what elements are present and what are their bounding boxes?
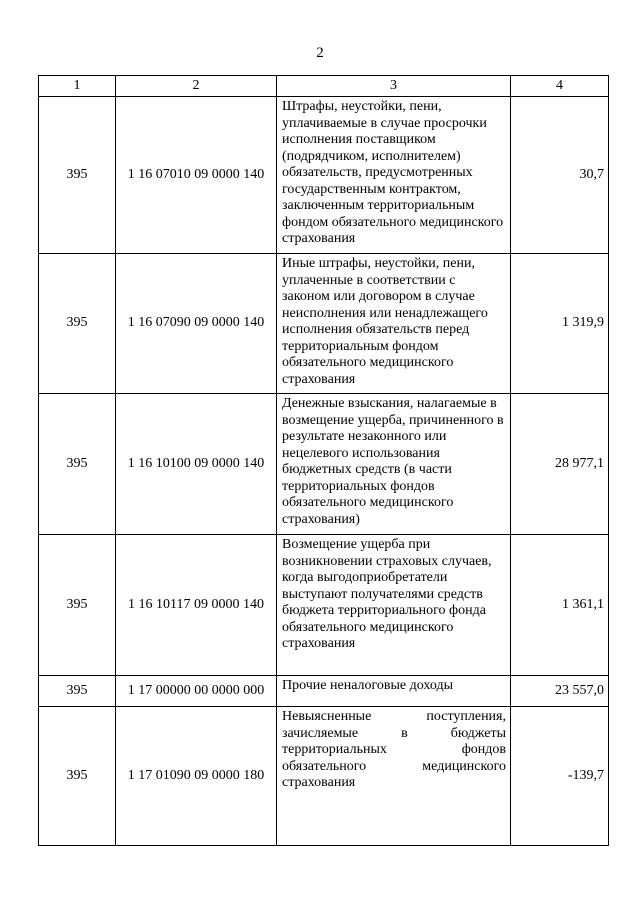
admin-code-cell: 395 [39,254,116,394]
kbk-code-cell: 1 16 10117 09 0000 140 [116,535,277,676]
table-row [39,394,609,535]
column-header: 1 [39,76,116,97]
amount-cell: 23 557,0 [511,676,609,707]
table-row [39,254,609,394]
revenue-name-cell: Прочие неналоговые доходы [277,676,511,707]
table-row [39,676,609,707]
column-header: 4 [511,76,609,97]
amount-cell: -139,7 [511,707,609,846]
admin-code-cell: 395 [39,676,116,707]
amount-cell: 30,7 [511,97,609,254]
kbk-code-cell: 1 17 00000 00 0000 000 [116,676,277,707]
amount-cell: 1 319,9 [511,254,609,394]
admin-code-cell: 395 [39,707,116,846]
kbk-code-cell: 1 16 07010 09 0000 140 [116,97,277,254]
table-row [39,707,609,846]
amount-cell: 1 361,1 [511,535,609,676]
page-number: 2 [316,45,324,61]
admin-code-cell: 395 [39,535,116,676]
kbk-code-cell: 1 16 10100 09 0000 140 [116,394,277,535]
admin-code-cell: 395 [39,394,116,535]
kbk-code-cell: 1 17 01090 09 0000 180 [116,707,277,846]
table-row [39,535,609,676]
revenue-name-cell: Штрафы, неустойки, пени, уплачиваемые в случае просрочки исполнения поставщиком (подрядчиком, исполнителем) обязательств, предусмотренных государственным контрактом, заключенным территориальным фондом обязательного медицинского страхования [277,97,511,254]
table-header-row [39,76,609,97]
revenue-name-cell: Иные штрафы, неустойки, пени, уплаченные в соответствии с законом или договором в случае неисполнения или ненадлежащего исполнения обязательств перед территориальным фондом обязательного медицинского страхования [277,254,511,394]
kbk-code-cell: 1 16 07090 09 0000 140 [116,254,277,394]
amount-cell: 28 977,1 [511,394,609,535]
column-header: 3 [277,76,511,97]
revenue-name-cell: Денежные взыскания, налагаемые в возмещение ущерба, причиненного в результате незаконного или нецелевого использования бюджетных средств (в части территориальных фондов обязательного медицинского страхования) [277,394,511,535]
table-row [39,97,609,254]
revenue-name-cell: Невыясненные поступления, зачисляемые в бюджеты территориальных фондов обязательного медицинского страхования [277,707,511,846]
column-header: 2 [116,76,277,97]
revenue-table [38,75,609,846]
revenue-name-cell: Возмещение ущерба при возникновении страховых случаев, когда выгодоприобретатели выступают получателями средств бюджета территориального фонда обязательного медицинского страхования [277,535,511,676]
admin-code-cell: 395 [39,97,116,254]
